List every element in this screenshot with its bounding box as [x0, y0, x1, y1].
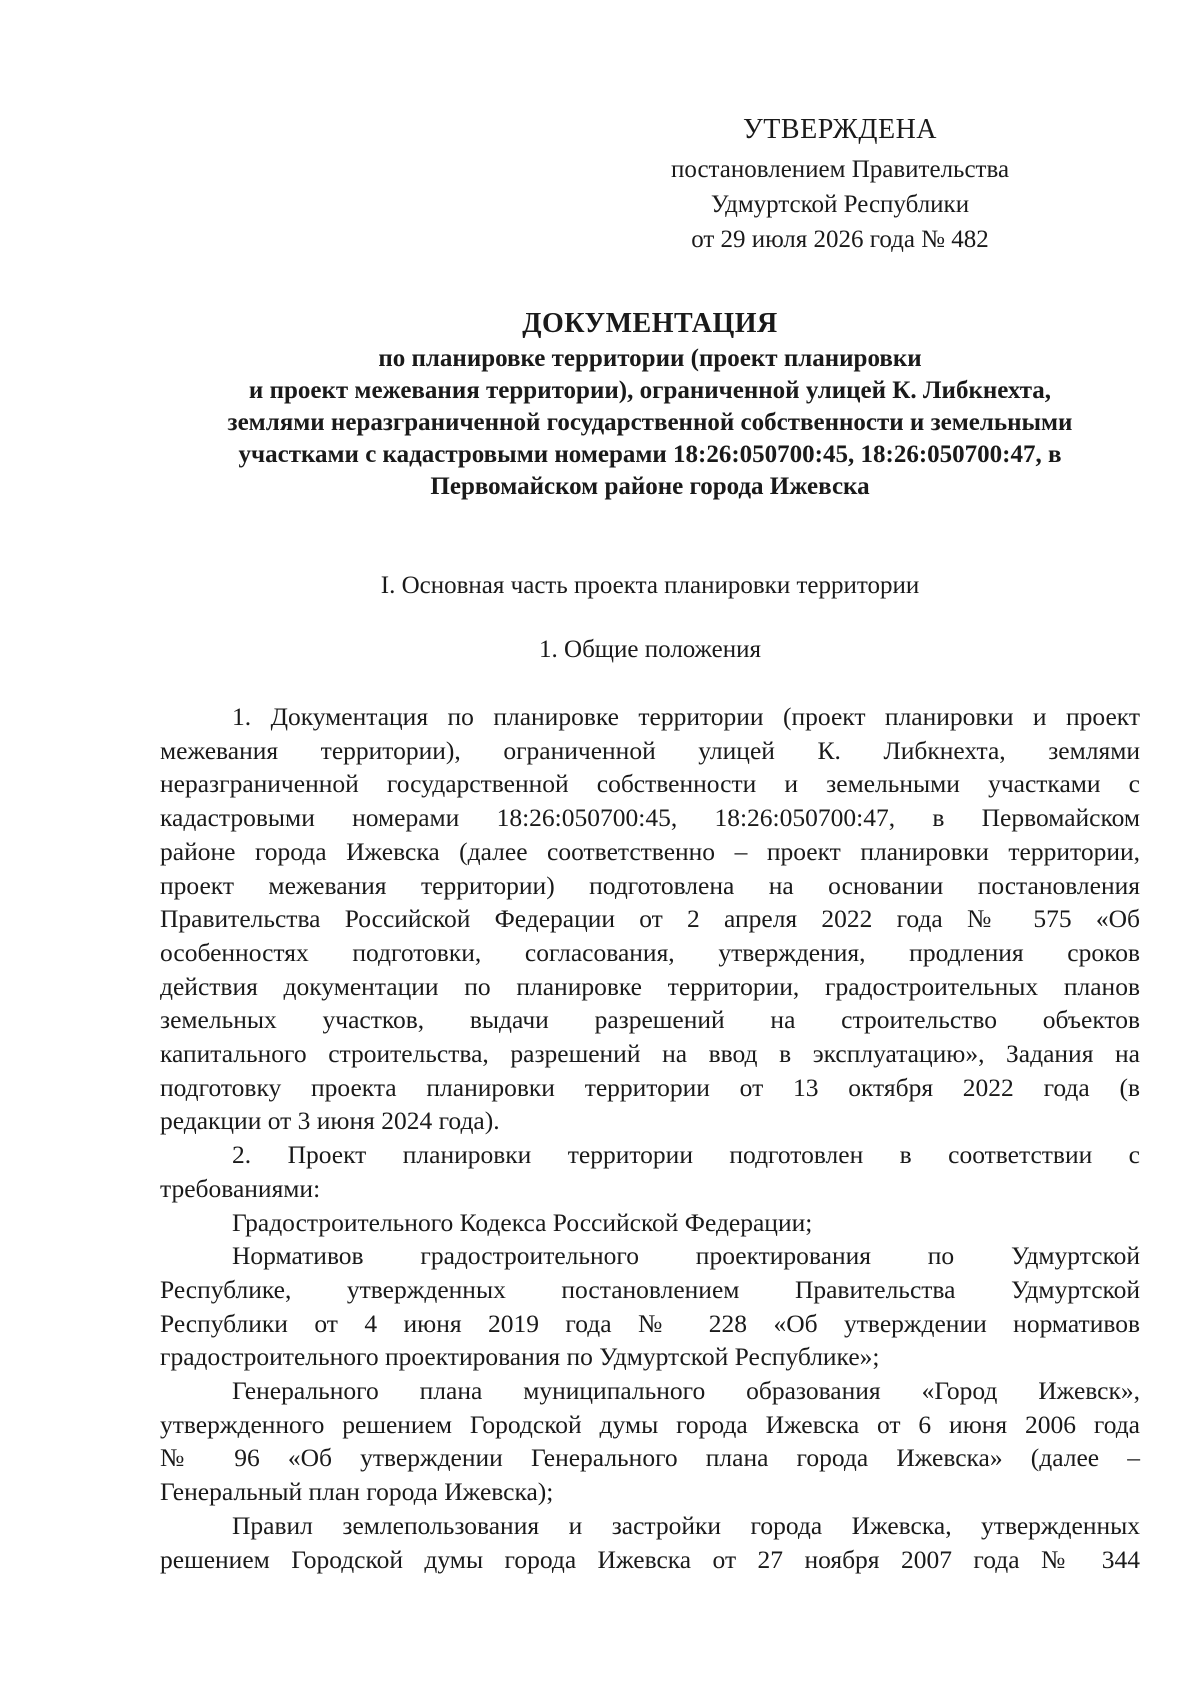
paragraph-line: 2. Проект планировки территории подготовлен в соответствии с [232, 1140, 1140, 1170]
paragraph-line: капитального строительства, разрешений на ввод в эксплуатацию», Задания на [160, 1039, 1140, 1069]
paragraph-line: № 96 «Об утверждении Генерального плана города Ижевска» (далее – [160, 1443, 1140, 1473]
paragraph-line: Правил землепользования и застройки города Ижевска, утвержденных [232, 1510, 1140, 1540]
body-text [160, 700, 1140, 1576]
paragraph-line: утвержденного решением Городской думы города Ижевска от 6 июня 2006 года [160, 1409, 1140, 1439]
document-title-line: землями неразграниченной государственной собственности и земельными [227, 409, 1073, 436]
paragraph-line: кадастровыми номерами 18:26:050700:45, 18:26:050700:47, в Первомайском [160, 803, 1140, 833]
paragraph-line: земельных участков, выдачи разрешений на строительство объектов [160, 1005, 1140, 1035]
paragraph-line: Нормативов градостроительного проектирования по Удмуртской [232, 1241, 1140, 1271]
paragraph-line: Градостроительного Кодекса Российской Федерации; [232, 1207, 813, 1237]
paragraph-line: подготовку проекта планировки территории от 13 октября 2022 года (в [160, 1072, 1140, 1102]
paragraph-line: Генеральный план города Ижевска); [160, 1477, 554, 1507]
paragraph-line: неразграниченной государственной собственности и земельными участками с [160, 769, 1140, 799]
paragraph-line: межевания территории), ограниченной улицей К. Либкнехта, землями [160, 735, 1140, 765]
document-title-line: Первомайском районе города Ижевска [430, 473, 870, 500]
approval-line-2: Удмуртской Республики [710, 191, 970, 218]
paragraph-line: Республике, утвержденных постановлением Правительства Удмуртской [160, 1274, 1140, 1304]
document-title [120, 305, 1180, 503]
paragraph-line: 1. Документация по планировке территории (проект планировки и проект [232, 702, 1140, 731]
paragraph-line: градостроительного проектирования по Удмуртской Республике»; [160, 1342, 880, 1372]
section-heading: I. Основная часть проекта планировки территории [380, 572, 920, 599]
document-title-line: и проект межевания территории), ограниченной улицей К. Либкнехта, [248, 377, 1052, 404]
paragraph-line: Генерального плана муниципального образования «Город Ижевск», [232, 1376, 1140, 1406]
approval-line-1: постановлением Правительства [670, 156, 1010, 183]
document-title-main: ДОКУМЕНТАЦИЯ [522, 308, 778, 339]
approval-line-3: от 29 июля 2026 года № 482 [691, 226, 989, 253]
paragraph-line: районе города Ижевска (далее соответственно – проект планировки территории, [160, 836, 1140, 866]
paragraph-line: особенностях подготовки, согласования, утверждения, продления сроков [160, 937, 1140, 967]
paragraph-line: Республики от 4 июня 2019 года № 228 «Об утверждении нормативов [160, 1308, 1140, 1338]
document-title-line: участками с кадастровыми номерами 18:26:050700:45, 18:26:050700:47, в [238, 441, 1062, 468]
paragraph-line: Правительства Российской Федерации от 2 апреля 2022 года № 575 «Об [160, 904, 1140, 934]
document-title-line: по планировке территории (проект планировки [378, 345, 922, 372]
paragraph-line: решением Городской думы города Ижевска от 27 ноября 2007 года № 344 [160, 1544, 1140, 1574]
paragraph-line: требованиями: [160, 1173, 321, 1203]
paragraph-line: редакции от 3 июня 2024 года). [160, 1106, 500, 1136]
approval-stamp [620, 108, 1060, 257]
paragraph-line: проект межевания территории) подготовлена на основании постановления [160, 870, 1140, 900]
paragraph-line: действия документации по планировке территории, градостроительных планов [160, 971, 1140, 1001]
approval-heading: УТВЕРЖДЕНА [742, 114, 938, 145]
subsection-heading: 1. Общие положения [539, 636, 761, 663]
